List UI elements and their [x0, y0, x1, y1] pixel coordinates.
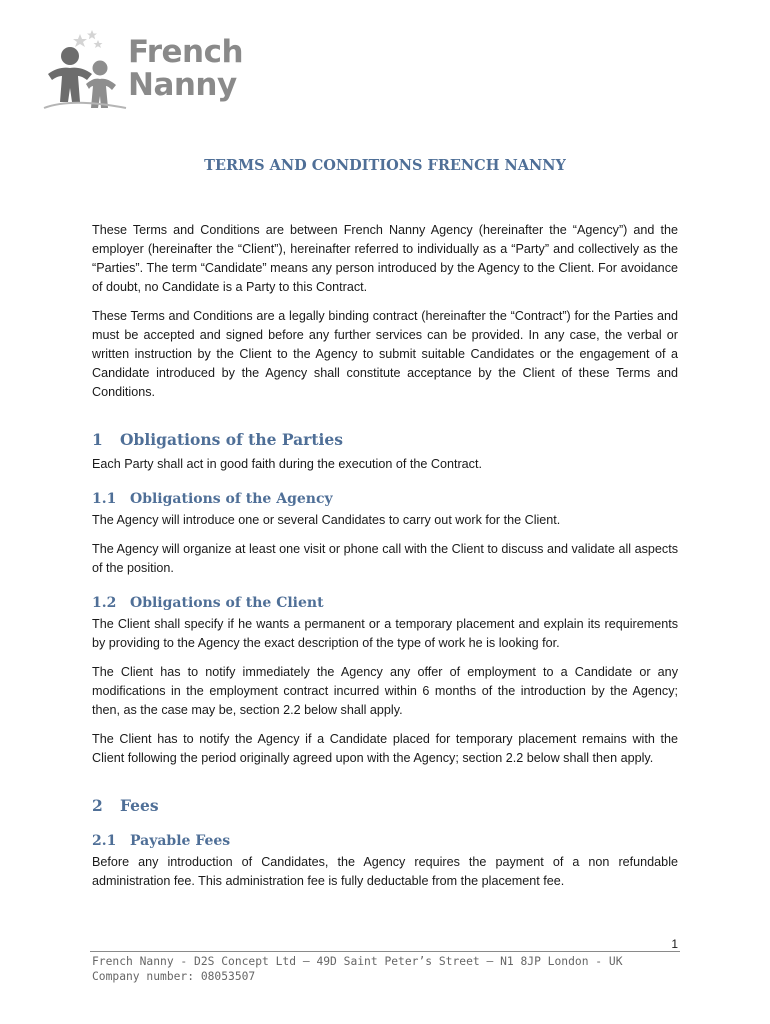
section-1-1-heading — [92, 490, 678, 508]
section-title: Payable Fees — [130, 833, 231, 849]
section-1-1-paragraph: The Agency will introduce one or several Candidates to carry out work for the Client. — [92, 513, 561, 527]
footer-address: French Nanny - D2S Concept Ltd – 49D Saint Peter’s Street – N1 8JP London - UK — [92, 955, 623, 968]
footer-divider — [90, 951, 680, 952]
document-title: TERMS AND CONDITIONS FRENCH NANNY — [204, 157, 566, 174]
footer-company-number: Company number: 08053507 — [92, 970, 256, 983]
document-body — [92, 221, 678, 901]
section-number: 1.1 — [92, 491, 117, 507]
intro-paragraph-2: These Terms and Conditions are a legally binding contract (hereinafter the “Contract”) for the Parties and must be accepted and signed before any further services can be provided. In any case, the verbal or written instruction by the Client to the Agency to submit suitable Candidates or the engagement of a Candidate introduced by the Agency shall constitute acceptance by the Client of these Terms and Conditions. — [92, 309, 678, 399]
page-number: 1 — [671, 937, 678, 951]
section-2-heading — [92, 796, 678, 816]
section-1-2-heading — [92, 594, 678, 612]
section-number: 2 — [92, 796, 103, 815]
page-footer — [92, 954, 623, 984]
section-number: 2.1 — [92, 833, 117, 849]
section-1-1-paragraph: The Agency will organize at least one visit or phone call with the Client to discuss and validate all aspects of the position. — [92, 542, 678, 575]
french-nanny-logo — [40, 30, 255, 112]
intro-paragraph-1: These Terms and Conditions are between French Nanny Agency (hereinafter the “Agency”) and the employer (hereinafter the “Client”), hereinafter referred to individually as a “Party” and collectively as the “Parties”. The term “Candidate” means any person introduced by the Agency to the Client. For avoidance of doubt, no Candidate is a Party to this Contract. — [92, 223, 678, 294]
section-number: 1 — [92, 430, 103, 449]
logo-word-french: French — [128, 34, 244, 70]
section-1-2-paragraph: The Client shall specify if he wants a permanent or a temporary placement and explain its requirements by providing to the Agency the exact description of the type of work he is looking for. — [92, 617, 678, 650]
section-1-heading — [92, 430, 678, 450]
section-number: 1.2 — [92, 595, 117, 611]
section-title: Obligations of the Parties — [120, 430, 343, 449]
section-title: Obligations of the Client — [130, 595, 324, 611]
section-title: Fees — [120, 796, 159, 815]
section-1-2-paragraph: The Client has to notify immediately the Agency any offer of employment to a Candidate or any modifications in the employment contract incurred within 6 months of the introduction by the Agency; then, as the case may be, section 2.2 below shall apply. — [92, 665, 678, 717]
section-1-text: Each Party shall act in good faith during the execution of the Contract. — [92, 457, 482, 471]
section-title: Obligations of the Agency — [130, 491, 333, 507]
section-2-1-text: Before any introduction of Candidates, the Agency requires the payment of a non refundable administration fee. This administration fee is fully deductable from the placement fee. — [92, 855, 678, 888]
section-1-2-paragraph: The Client has to notify the Agency if a Candidate placed for temporary placement remains with the Client following the period originally agreed upon with the Agency; section 2.2 below shall then apply. — [92, 732, 678, 765]
logo-word-nanny: Nanny — [128, 67, 237, 103]
children-silhouette-icon — [40, 30, 130, 112]
section-2-1-heading — [92, 832, 678, 850]
